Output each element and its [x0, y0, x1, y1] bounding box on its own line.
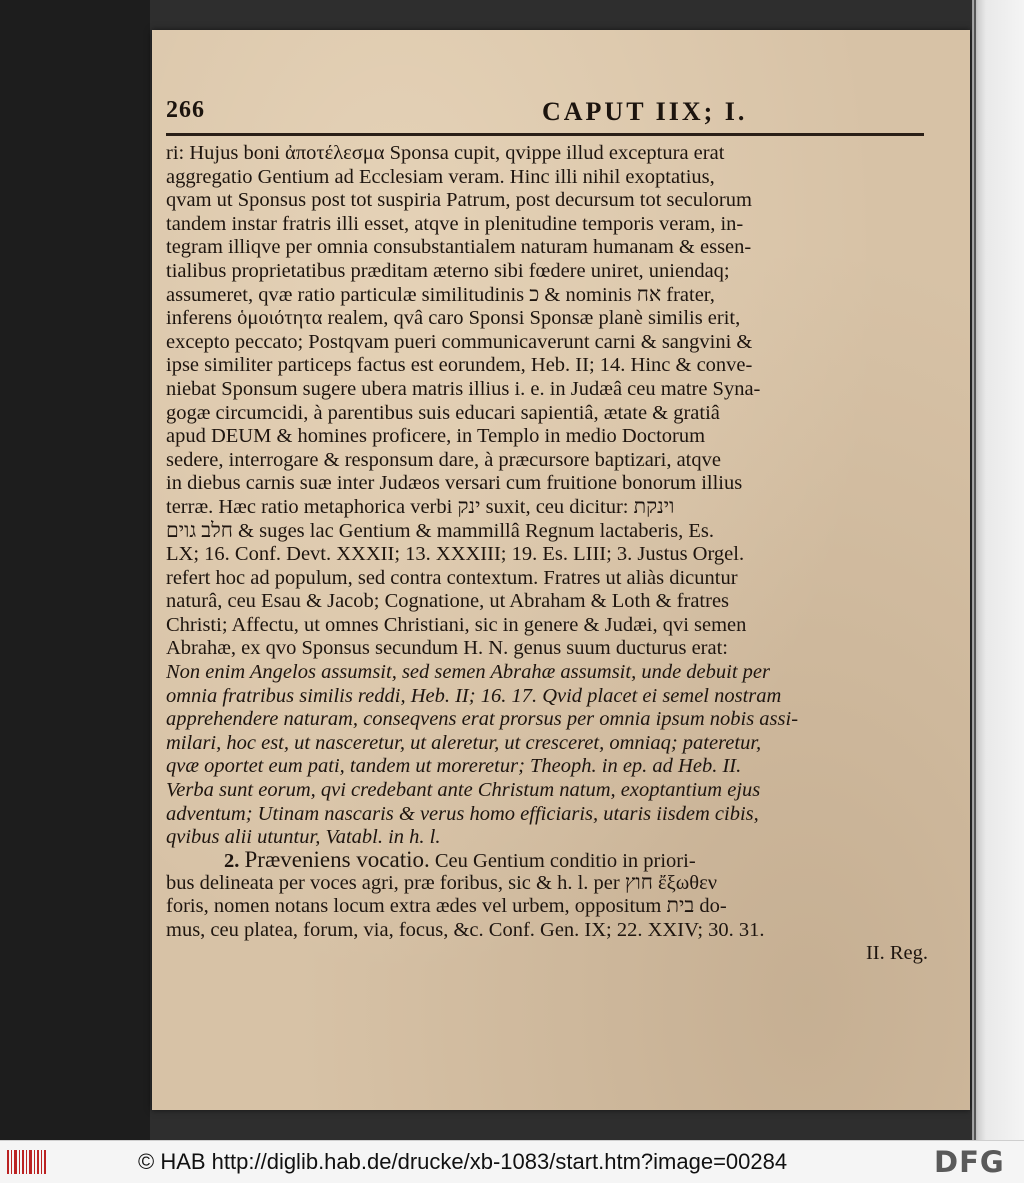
text-line: ipse similiter particeps factus est eorundem, Heb. II; 14. Hinc & conve- [166, 354, 753, 377]
text-line: Non enim Angelos assumsit, sed semen Abrahæ assumsit, unde debuit per [166, 661, 770, 684]
paragraph-number: 2. [224, 850, 240, 872]
text-line: ri: Hujus boni ἀποτέλεσμα Sponsa cupit, qvippe illud exceptura erat [166, 142, 725, 164]
text-line: omnia fratribus similis reddi, Heb. II; 16. 17. Qvid placet ei semel nostram [166, 684, 782, 707]
page-edge [972, 0, 1024, 1140]
text-line: qvam ut Sponsus post tot suspiria Patrum, post decursum tot seculorum [166, 189, 752, 212]
text-line: excepto peccato; Postqvam pueri communicaverunt carni & sangvini & [166, 330, 753, 353]
text-line: foris, nomen notans locum extra ædes vel urbem, oppositum בית do- [166, 895, 727, 918]
text-line: adventum; Utinam nascaris & verus homo efficiaris, utaris iisdem cibis, [166, 802, 759, 825]
text-line: gogæ circumcidi, à parentibus suis educari sapientiâ, ætate & gratiâ [166, 401, 720, 424]
catchword: II. Reg. [865, 942, 928, 965]
text-line: niebat Sponsum sugere ubera matris illius i. e. in Judæâ ceu matre Syna- [166, 377, 761, 400]
footer-bar [0, 1140, 1024, 1183]
text-line: LX; 16. Conf. Devt. XXXII; 13. XXXIII; 19. Es. LIII; 3. Justus Orgel. [166, 543, 745, 566]
text-line: sedere, interrogare & responsum dare, à præcursore baptizari, atqve [166, 448, 721, 471]
text-line: tegram illiqve per omnia consubstantialem naturam humanam & essen- [166, 236, 752, 259]
text-line: aggregatio Gentium ad Ecclesiam veram. Hinc illi nihil exoptatius, [166, 165, 715, 188]
text-line: Christi; Affectu, ut omnes Christiani, sic in genere & Judæi, qvi semen [166, 613, 747, 636]
text-line: qvæ oportet eum pati, tandem ut moreretur; Theoph. in ep. ad Heb. II. [166, 755, 742, 778]
text-line: tialibus proprietatibus præditam æterno sibi fœdere uniret, uniendaq; [166, 259, 730, 282]
paragraph-lead-text: Ceu Gentium conditio in priori- [434, 850, 696, 872]
text-line: Abrahæ, ex qvo Sponsus secundum H. N. genus suum ducturus erat: [166, 637, 728, 660]
running-head [166, 97, 926, 131]
paragraph-lead-line [166, 848, 928, 872]
text-line: milari, hoc est, ut nasceretur, ut aleretur, ut cresceret, omniaq; pateretur, [166, 731, 762, 754]
text-line: tandem instar fratris illi esset, atqve in plenitudine temporis veram, in- [166, 212, 744, 235]
second-paragraph [166, 848, 928, 966]
text-line: inferens ὁμοιότητα realem, qvâ caro Sponsi Sponsæ planè similis erit, [166, 307, 741, 330]
page-number: 266 [166, 97, 205, 123]
text-line: naturâ, ceu Esau & Jacob; Cognatione, ut Abraham & Loth & fratres [166, 590, 730, 613]
chapter-title: CAPUT IIX; I. [542, 97, 748, 126]
main-paragraph [166, 142, 928, 850]
paragraph-heading: Præveniens vocatio. [244, 848, 430, 872]
text-line: assumeret, qvæ ratio particulæ similitudinis כ & nominis אח frater, [166, 283, 715, 306]
text-line: terræ. Hæc ratio metaphorica verbi ינק suxit, ceu dicitur: וינקת [166, 495, 675, 518]
text-line: in diebus carnis suæ inter Judæos versari cum fruitione bonorum illius [166, 472, 743, 495]
book-gutter [0, 0, 150, 1140]
text-line: mus, ceu platea, forum, via, focus, &c. Conf. Gen. IX; 22. XXIV; 30. 31. [166, 918, 765, 941]
text-line: Verba sunt eorum, qvi credebant ante Christum natum, exoptantium ejus [166, 779, 761, 802]
text-line: refert hoc ad populum, sed contra contextum. Fratres ut aliàs dicuntur [166, 566, 738, 589]
text-line: חלב גוים & suges lac Gentium & mammillâ Regnum lactaberis, Es. [166, 519, 714, 542]
text-line: bus delineata per voces agri, præ foribus, sic & h. l. per חוץ ἔξωθεν [166, 871, 717, 894]
copyright-url[interactable]: © HAB http://diglib.hab.de/drucke/xb-1083/start.htm?image=00284 [138, 1149, 788, 1174]
dfg-logo: DFG [934, 1145, 1005, 1179]
text-line: apprehendere naturam, conseqvens erat prorsus per omnia ipsum nobis assi- [166, 708, 799, 731]
text-line: qvibus alii utuntur, Vatabl. in h. l. [166, 826, 441, 849]
header-rule [166, 133, 924, 136]
text-line: apud DEUM & homines proficere, in Templo in medio Doctorum [166, 425, 706, 448]
barcode-icon [6, 1147, 48, 1177]
